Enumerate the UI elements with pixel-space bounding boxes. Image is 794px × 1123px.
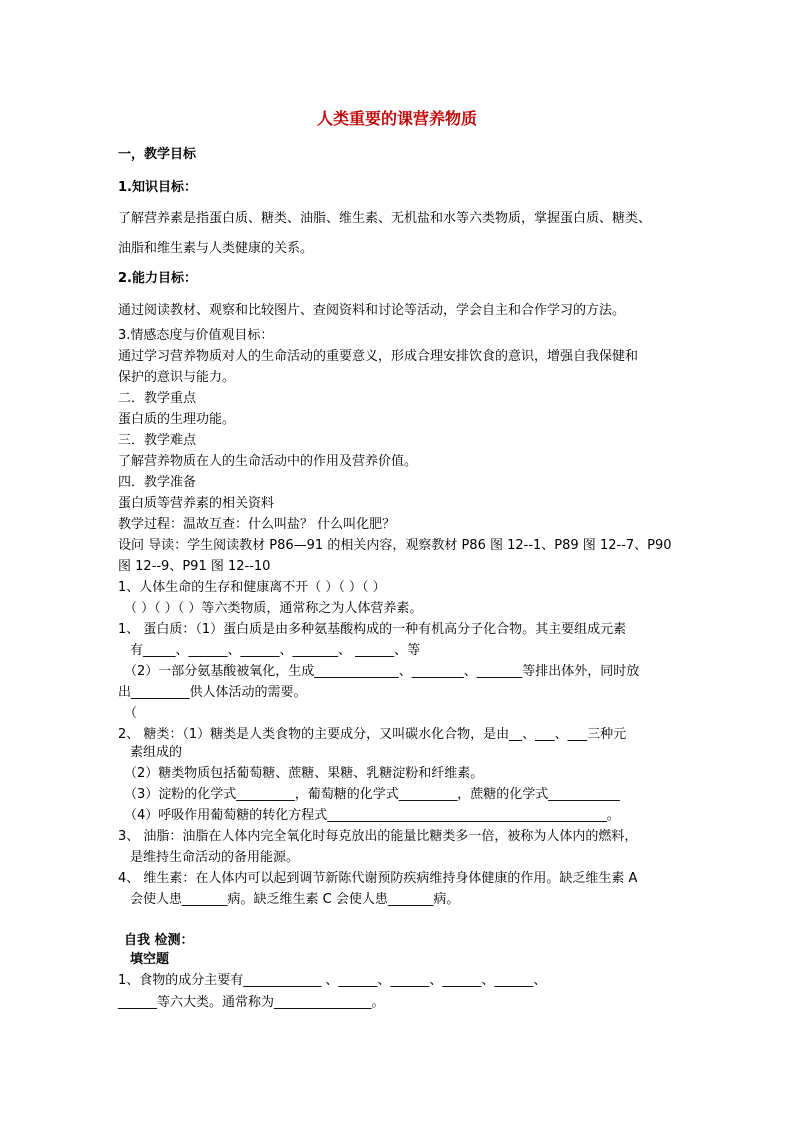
self-check-heading: 自我 检测： [124, 933, 194, 948]
fat-line-2: 是维持生命活动的备用能源。 [130, 850, 300, 865]
vitamin-line-2: 会使人患_______病。缺乏维生素 C 会使人患_______病。 [130, 892, 460, 907]
carbohydrate-line-1: 2、 糖类：（1）糖类是人类食物的主要成分，又叫碳水化合物，是由__、___、___三种元 [118, 727, 627, 742]
carbohydrate-line-5: （4）呼吸作用葡萄糖的转化方程式___________________________________________。 [124, 808, 620, 823]
protein-line-1: 1、 蛋白质：（1）蛋白质是由多种氨基酸构成的一种有机高分子化合物。其主要组成元素 [118, 622, 627, 637]
attitude-goal-heading: 3.情感态度与价值观目标： [118, 328, 274, 343]
stray-bracket-line: （ [124, 706, 138, 721]
fat-line-1: 3、 油脂：油脂在人体内完全氧化时每克放出的能量比糖类多一倍，被称为人体内的燃料， [118, 829, 638, 844]
nutrients-question-line-2: （ ）（ ）（ ）等六类物质，通常称之为人体营养素。 [124, 601, 423, 616]
quiz-line-1: 1、食物的成分主要有____________ 、______、______、______、______、 [118, 973, 547, 988]
knowledge-goal-text-1: 了解营养素是指蛋白质、糖类、油脂、维生素、无机盐和水等六类物质，掌握蛋白质、糖类、 [118, 211, 652, 226]
preparation-text: 蛋白质等营养素的相关资料 [118, 496, 275, 511]
protein-line-3: （2）一部分氨基酸被氧化，生成_____________、________、_______等排出体外，同时放 [124, 664, 640, 679]
carbohydrate-line-2: 素组成的 [130, 745, 183, 760]
carbohydrate-line-3: （2）糖类物质包括葡萄糖、蔗糖、果糖、乳糖淀粉和纤维素。 [124, 766, 484, 781]
section-heading-objectives: 一，教学目标 [118, 147, 197, 162]
guided-reading-line-1: 设问 导读：学生阅读教材 P86—91 的相关内容，观察教材 P86 图 12--1、P89 图 12--7、P90 [118, 538, 672, 553]
knowledge-goal-text-2: 油脂和维生素与人类健康的关系。 [118, 241, 314, 256]
document-title: 人类重要的课营养物质 [316, 109, 477, 128]
protein-line-4: 出_________供人体活动的需要。 [118, 685, 307, 700]
knowledge-goal-heading: 1.知识目标： [118, 180, 197, 195]
difficulties-text: 了解营养物质在人的生命活动中的作用及营养价值。 [118, 454, 418, 469]
section-heading-key-points: 二．教学重点 [118, 391, 197, 406]
vitamin-line-1: 4、 维生素：在人体内可以起到调节新陈代谢预防疾病维持身体健康的作用。缺乏维生素 A [118, 871, 638, 886]
nutrients-question-line-1: 1、人体生命的生存和健康离不开（ ）（ ）（ ） [118, 580, 386, 595]
carbohydrate-line-4: （3）淀粉的化学式_________，葡萄糖的化学式_________，蔗糖的化学式___________ [124, 787, 620, 802]
ability-goal-text: 通过阅读教材、观察和比较图片、查阅资料和讨论等活动，学会自主和合作学习的方法。 [118, 303, 626, 318]
protein-line-2: 有_____、______、______、_______、 ______、等 [130, 643, 421, 658]
quiz-line-2: ______等六大类。通常称为_______________。 [118, 995, 385, 1010]
attitude-goal-text-1: 通过学习营养物质对人的生命活动的重要意义，形成合理安排饮食的意识，增强自我保健和 [118, 349, 639, 364]
attitude-goal-text-2: 保护的意识与能力。 [118, 370, 236, 385]
section-heading-preparation: 四．教学准备 [118, 475, 197, 490]
key-points-text: 蛋白质的生理功能。 [118, 412, 236, 427]
ability-goal-heading: 2.能力目标： [118, 271, 197, 286]
teaching-process-line: 教学过程：温故互查：什么叫盐？ 什么叫化肥？ [118, 517, 396, 532]
guided-reading-line-2: 图 12--9、P91 图 12--10 [118, 559, 271, 574]
fill-in-blank-heading: 填空题 [130, 952, 170, 967]
section-heading-difficulties: 三．教学难点 [118, 433, 197, 448]
